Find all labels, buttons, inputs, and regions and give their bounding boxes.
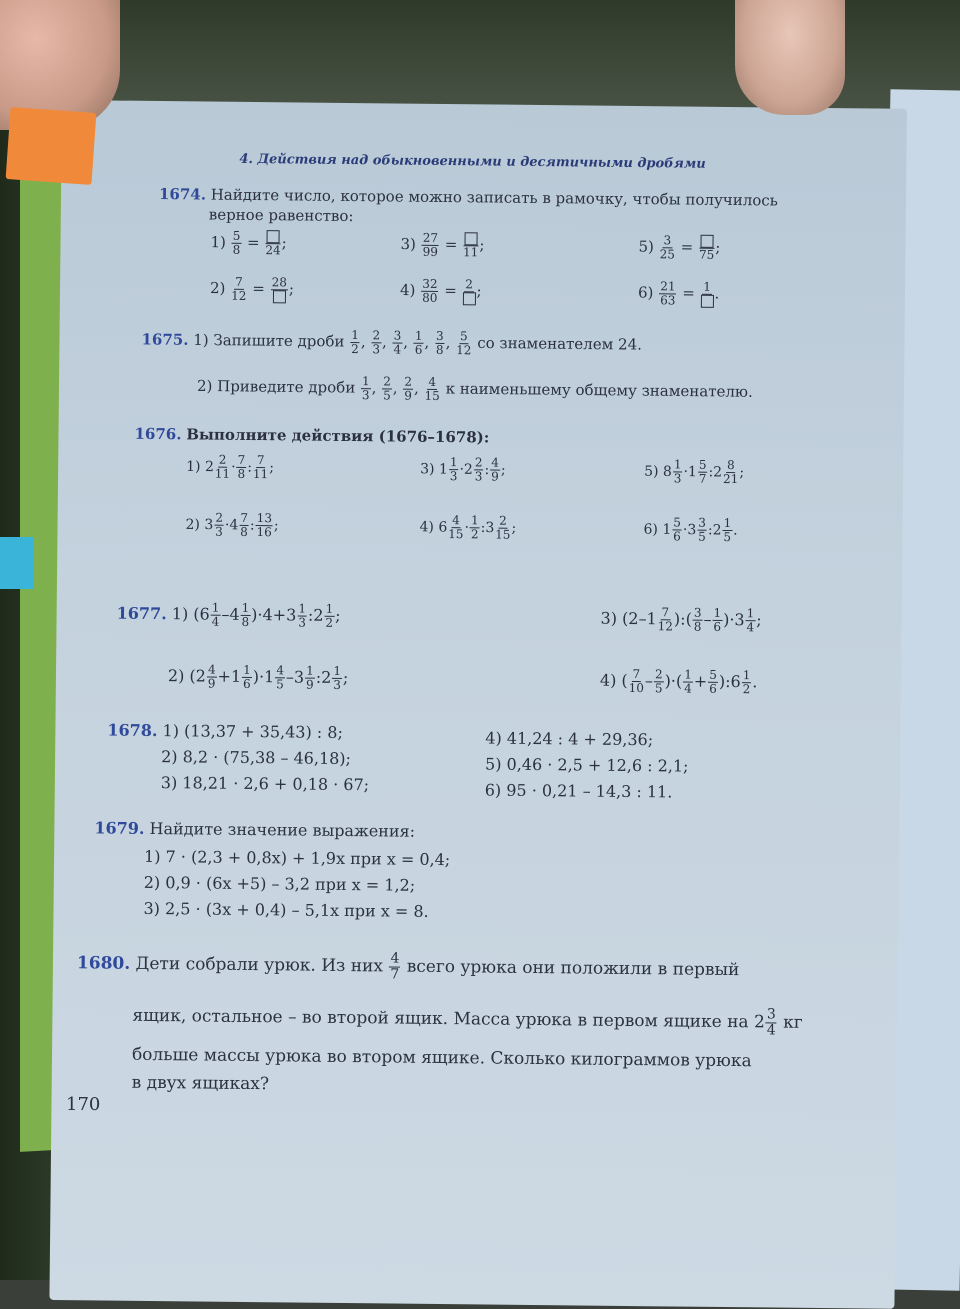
problem-1678-item-2: 2) 8,2 · (75,38 – 46,18); (161, 747, 352, 769)
page-number: 170 (66, 1094, 101, 1115)
problem-1676-number: 1676. (134, 424, 182, 444)
problem-1678-number: 1678. (107, 720, 158, 741)
problem-1676-item-2: 2) 3 $\frac{2}{3}$ ·4 $\frac{7}{8}$ : $\frac{13}{16}$ ; (185, 510, 279, 540)
problem-1679-number: 1679. (94, 818, 145, 838)
textbook-page (49, 100, 907, 1309)
problem-1677-item-4: 4) ( $\frac{7}{10}$ – $\frac{2}{5}$ )·( $\frac{1}{4}$ + $\frac{5}{6}$ ):6 $\frac{1}{2}$ . (599, 667, 758, 697)
problem-1674-text2: верное равенство: (208, 205, 354, 226)
problem-1675-part-2: 2) Приведите дроби $\frac{1}{3}$ , $\frac{2}{5}$ , $\frac{2}{9}$ , $\frac{4}{15}$ к наименьшему общему знаменателю. (196, 374, 753, 403)
orange-sticky-tab (6, 107, 97, 185)
problem-1677-number: 1677. (116, 603, 167, 624)
problem-1678-item-4: 4) 41,24 : 4 + 29,36; (485, 728, 654, 750)
problem-1674-item-6: 6) $\frac{21}{63}$ = 1 . (637, 279, 720, 308)
problem-1677-item-1: 1677. 1) (6 $\frac{1}{4}$ –4 $\frac{1}{8}$ )·4+3 $\frac{1}{3}$ :2 $\frac{1}{2}$ ; (116, 600, 341, 630)
problem-1676-title: 1676. Выполните действия (1676–1678): (134, 424, 490, 447)
problem-1675-number: 1675. (141, 330, 189, 349)
problem-1676-item-5: 5) 8 $\frac{1}{3}$ ·1 $\frac{5}{7}$ :2 $\frac{8}{21}$ ; (644, 457, 745, 487)
problem-1680-line-3: больше массы урюка во втором ящике. Сколько килограммов урюка (131, 1044, 752, 1072)
problem-1679-title: 1679. Найдите значение выражения: (94, 818, 416, 841)
right-thumb (735, 0, 845, 115)
problem-1678-item-1: 1678. 1) (13,37 + 35,43) : 8; (107, 720, 344, 742)
blue-sticky-tab (0, 537, 34, 589)
problem-1676-item-1: 1) 2 $\frac{2}{11}$ · $\frac{7}{8}$ : $\frac{7}{11}$ ; (186, 452, 275, 482)
problem-1674-item-4: 4) $\frac{32}{80}$ = 2 ; (399, 276, 482, 305)
problem-1678-item-6: 6) 95 · 0,21 – 14,3 : 11. (484, 780, 673, 802)
problem-1680-number: 1680. (76, 953, 131, 974)
problem-1674-item-3: 3) $\frac{27}{99}$ = 11 ; (400, 230, 485, 260)
problem-1677-item-2: 2) (2 $\frac{4}{9}$ +1 $\frac{1}{6}$ )·1 $\frac{4}{5}$ –3 $\frac{1}{9}$ :2 $\frac{1}{3}$ ; (167, 662, 349, 692)
problem-1676-item-6: 6) 1 $\frac{5}{6}$ ·3 $\frac{3}{5}$ :2 $\frac{1}{5}$ . (643, 515, 738, 545)
problem-1680-line-4: в двух ящиках? (131, 1072, 270, 1095)
problem-1676-item-4: 4) 6 $\frac{4}{15}$ · $\frac{1}{2}$ :3 $\frac{2}{15}$ ; (419, 513, 517, 542)
problem-1675-part-1: 1675. 1) Запишите дроби $\frac{1}{2}$ , $\frac{2}{3}$ , $\frac{3}{4}$ , $\frac{1}{6}$ , $\frac{3}{8}$ , $\frac{5}{12}$ со знаменателем 24. (141, 328, 643, 358)
problem-1679-item-1: 1) 7 · (2,3 + 0,8x) + 1,9x при x = 0,4; (143, 846, 451, 870)
problem-1676-item-3: 3) 1 $\frac{1}{3}$ ·2 $\frac{2}{3}$ : $\frac{4}{9}$ ; (420, 455, 506, 484)
problem-1674-text: 1674. Найдите число, которое можно записать в рамочку, чтобы получилось (158, 185, 778, 210)
problem-1674-item-5: 5) $\frac{3}{25}$ = 75 ; (638, 233, 721, 262)
problem-1678-item-3: 3) 18,21 · 2,6 + 0,18 · 67; (160, 773, 370, 795)
problem-1680-line-1: 1680. Дети собрали урюк. Из них $\frac{4}{7}$ всего урюка они положили в первый (76, 950, 740, 983)
problem-1679-item-2: 2) 0,9 · (6x +5) – 3,2 при x = 1,2; (143, 872, 416, 895)
problem-1680-line-2: ящик, остальное – во второй ящик. Масса урюка в первом ящике на 2 $\frac{3}{4}$ кг (132, 1005, 803, 1039)
problem-1679-item-3: 3) 2,5 · (3x + 0,4) – 5,1x при x = 8. (143, 898, 429, 921)
problem-1674-number: 1674. (158, 185, 207, 204)
problem-1674-item-1: 1) $\frac{5}{8}$ = 24 ; (210, 228, 287, 258)
problem-1677-item-3: 3) (2–1 $\frac{7}{12}$ ):( $\frac{3}{8}$ – $\frac{1}{6}$ )·3 $\frac{1}{4}$ ; (600, 605, 762, 635)
problem-1674-item-2: 2) $\frac{7}{12}$ = 28 ; (209, 274, 295, 303)
problem-1678-item-5: 5) 0,46 · 2,5 + 12,6 : 2,1; (484, 754, 689, 776)
chapter-header: 4. Действия над обыкновенными и десятичными дробями (239, 151, 706, 172)
